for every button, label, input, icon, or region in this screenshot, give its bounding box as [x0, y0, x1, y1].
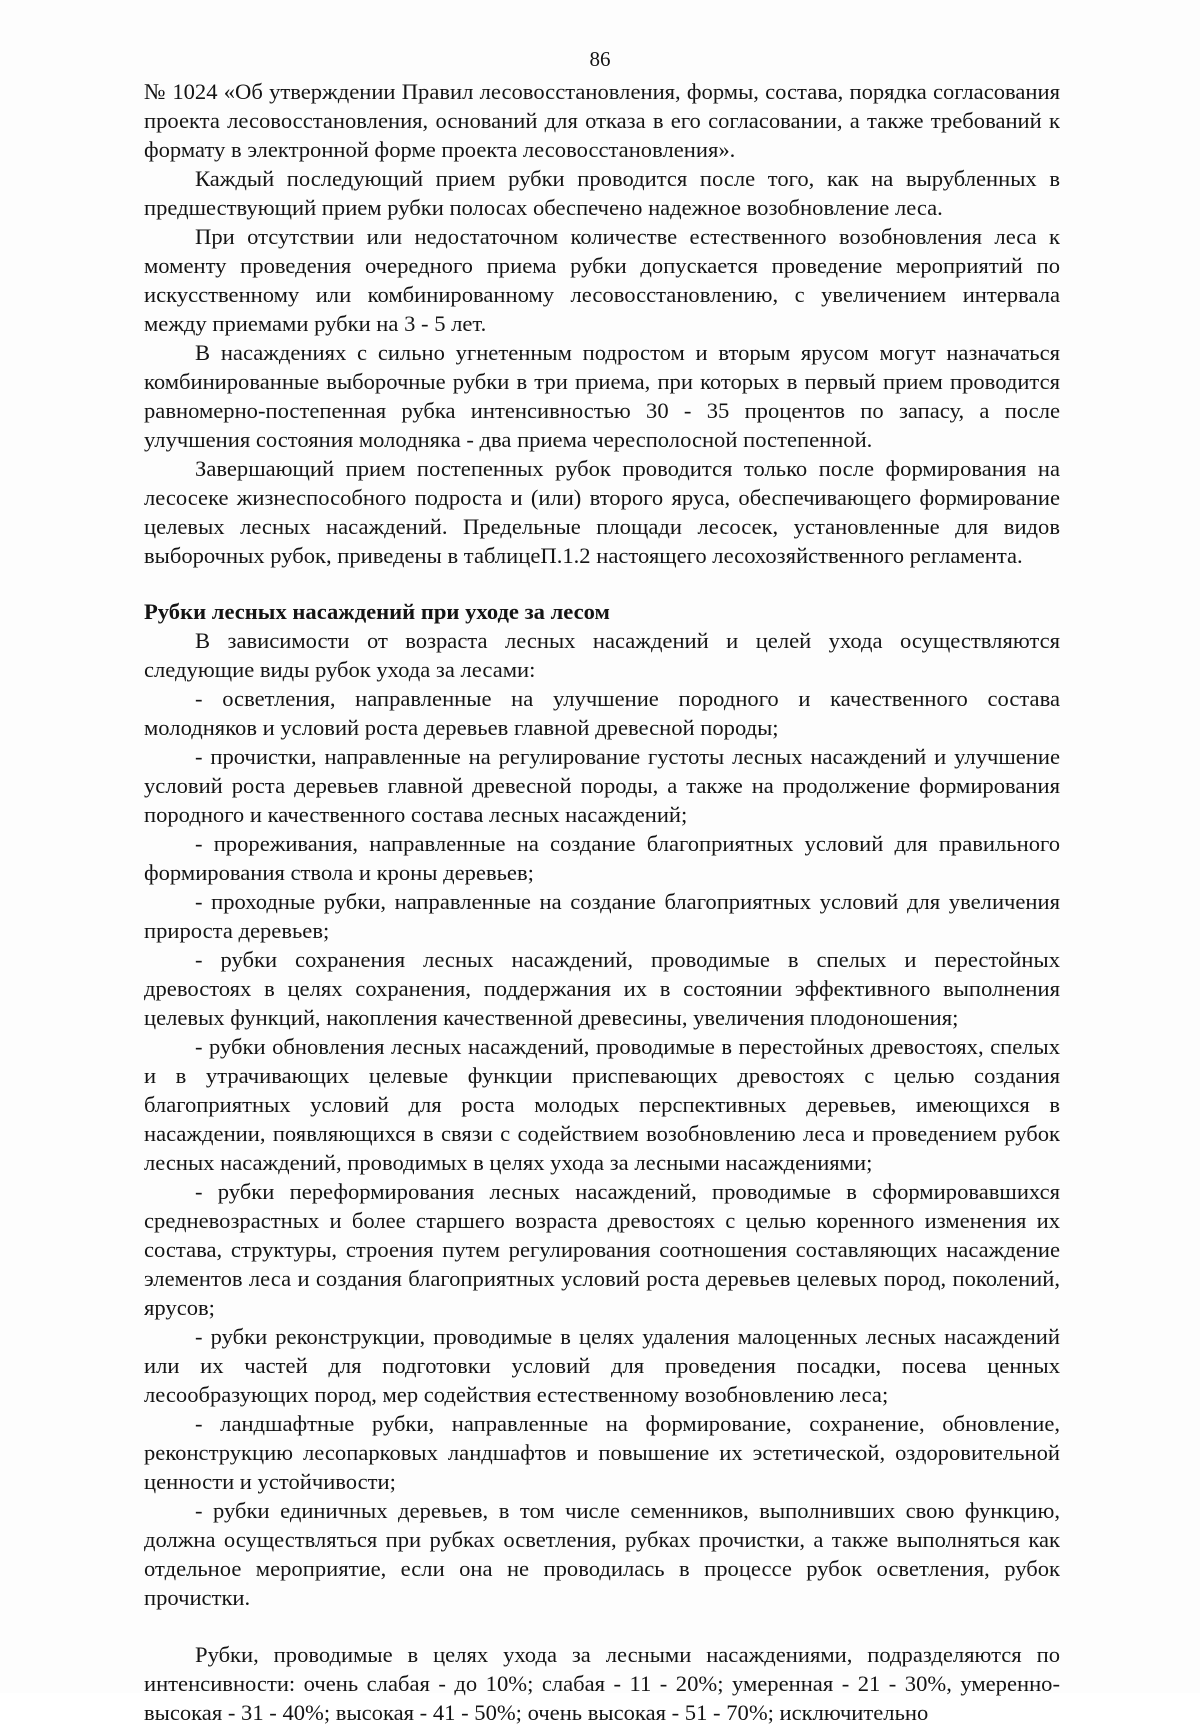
paragraph-5: Завершающий прием постепенных рубок проводится только после формирования на лесосеке жизнеспособного подроста и (или) второго яруса, обеспечивающего формирование целевых лесных насаждений. Предельные площади лесосек, установленные для видов выборочных рубок, приведены в таблицеП.1.2 настоящего лесохозяйственного регламента. [144, 456, 1060, 568]
intensity-paragraph: Рубки, проводимые в целях ухода за лесными насаждениями, подразделяются по интенсивности: очень слабая - до 10%; слабая - 11 - 20%; умеренная - 21 - 30%, умеренно-высокая - 31 - 40%; высокая - 41 - 50%; очень высокая - 51 - 70%; исключительно [144, 1642, 1060, 1725]
paragraph-3: При отсутствии или недостаточном количестве естественного возобновления леса к моменту проведения очередного приема рубки допускается проведение мероприятий по искусственному или комбинированному лесовосстановлению, с увеличением интервала между приемами рубки на 3 - 5 лет. [144, 224, 1060, 336]
list-item-landscape-cutting: - ландшафтные рубки, направленные на формирование, сохранение, обновление, реконструкцию лесопарковых ландшафтов и повышение их эстетической, оздоровительной ценности и устойчивости; [144, 1411, 1060, 1494]
section-intro: В зависимости от возраста лесных насаждений и целей ухода осуществляются следующие виды рубок ухода за лесами: [144, 628, 1060, 682]
list-item-cleaning: - прочистки, направленные на регулирование густоты лесных насаждений и улучшение условий роста деревьев главной древесной породы, а также на продолжение формирования породного и качественного состава лесных насаждений; [144, 744, 1060, 827]
list-item-thinning-light: - осветления, направленные на улучшение породного и качественного состава молодняков и условий роста деревьев главной древесной породы; [144, 686, 1060, 740]
list-item-single-tree-cutting: - рубки единичных деревьев, в том числе семенников, выполнивших свою функцию, должна осуществляться при рубках осветления, рубках прочистки, а также выполняться как отдельное мероприятие, если она не проводилась в процессе рубок осветления, рубок прочистки. [144, 1498, 1060, 1610]
list-item-reconstruction-cutting: - рубки реконструкции, проводимые в целях удаления малоценных лесных насаждений или их частей для подготовки условий для проведения посадки, посева ценных лесообразующих пород, мер содействия естественному возобновлению леса; [144, 1324, 1060, 1407]
section-heading: Рубки лесных насаждений при уходе за лесом [144, 599, 610, 624]
list-item-thinning: - прореживания, направленные на создание благоприятных условий для правильного формирования ствола и кроны деревьев; [144, 831, 1060, 885]
list-item-preservation-cutting: - рубки сохранения лесных насаждений, проводимые в спелых и перестойных древостоях в целях сохранения, поддержания их в состоянии эффективного выполнения целевых функций, накопления качественной древесины, увеличения плодоношения; [144, 947, 1060, 1030]
list-item-passage-cutting: - проходные рубки, направленные на создание благоприятных условий для увеличения прироста деревьев; [144, 889, 1060, 943]
list-item-renewal-cutting: - рубки обновления лесных насаждений, проводимые в перестойных древостоях, спелых и в утрачивающих целевые функции приспевающих древостоях с целью создания благоприятных условий для роста молодых перспективных деревьев, имеющихся в насаждении, появляющихся в связи с содействием возобновлению леса и проведением рубок лесных насаждений, проводимых в целях ухода за лесными насаждениями; [144, 1034, 1060, 1175]
paragraph-2: Каждый последующий прием рубки проводится после того, как на вырубленных в предшествующий прием рубки полосах обеспечено надежное возобновление леса. [144, 166, 1060, 220]
page-number: 86 [589, 47, 611, 71]
final-spacer [144, 1612, 1060, 1640]
paragraph-4: В насаждениях с сильно угнетенным подростом и вторым ярусом могут назначаться комбинированные выборочные рубки в три приема, при которых в первый прием проводится равномерно-постепенная рубка интенсивностью 30 - 35 процентов по запасу, а после улучшения состояния молодняка - два приема чересполосной постепенной. [144, 340, 1060, 452]
document-body [144, 77, 1060, 1727]
section-spacer [144, 570, 1060, 597]
list-item-reformation-cutting: - рубки переформирования лесных насаждений, проводимые в сформировавшихся средневозрастных и более старшего возраста древостоях с целью коренного изменения их состава, структуры, строения путем регулирования соотношения составляющих насаждение элементов леса и создания благоприятных условий роста деревьев целевых пород, поколений, ярусов; [144, 1179, 1060, 1320]
paragraph-1: № 1024 «Об утверждении Правил лесовосстановления, формы, состава, порядка согласования проекта лесовосстановления, оснований для отказа в его согласовании, а также требований к формату в электронной форме проекта лесовосстановления». [144, 79, 1060, 162]
